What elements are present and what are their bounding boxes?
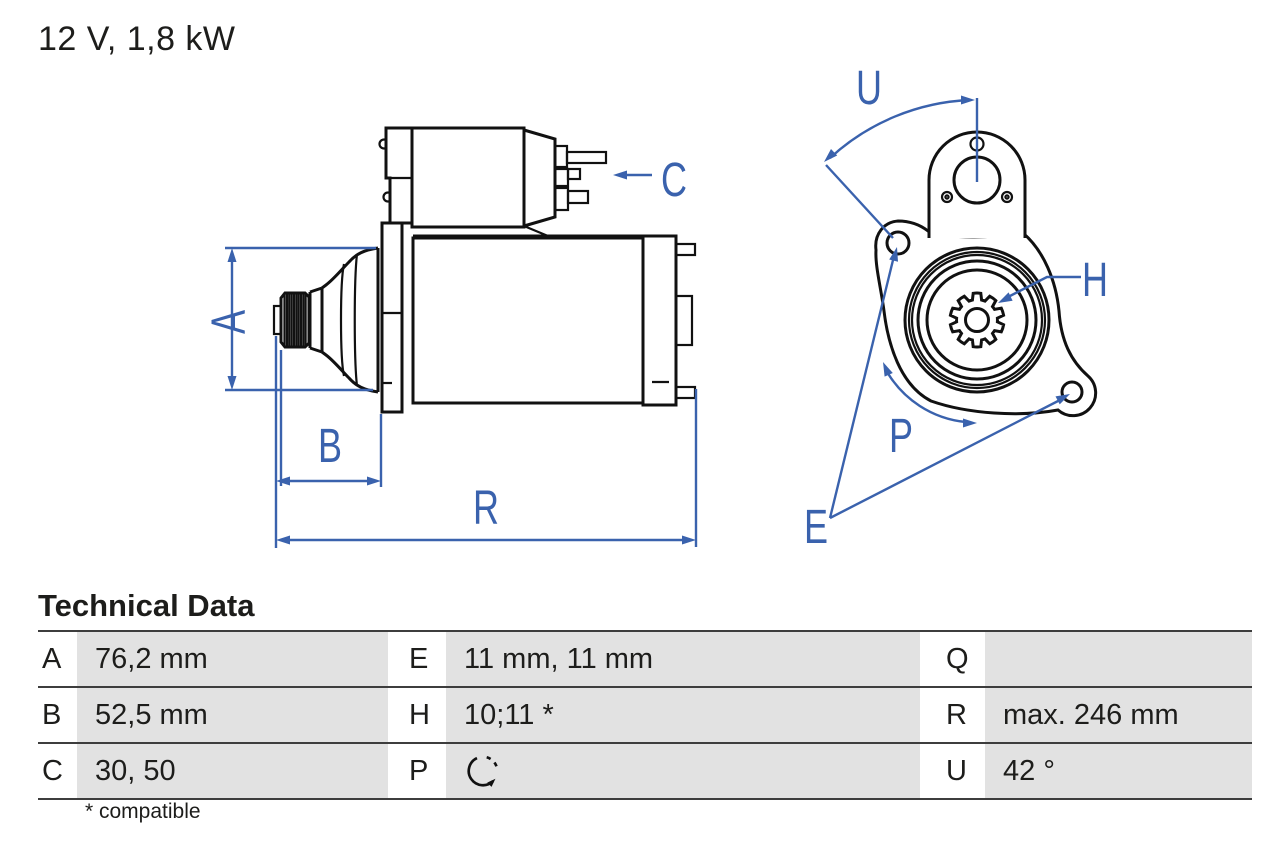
dimension-label-a: A: [201, 309, 255, 335]
collar-chamfer: [310, 348, 322, 352]
table-cell-key: A: [38, 632, 77, 686]
dimension-label-u: U: [856, 61, 882, 115]
endcap-block: [676, 296, 692, 345]
arrowhead: [276, 536, 290, 545]
pinion-gear-teeth: [285, 294, 306, 346]
arrowhead: [367, 477, 381, 486]
table-cell-key: C: [38, 744, 77, 798]
table-cell-value: 76,2 mm: [77, 632, 388, 686]
table-cell-value: 10;11 *: [446, 688, 920, 742]
side-view-dimensions: [201, 153, 696, 548]
technical-data-table: [38, 630, 1252, 800]
side-view: [274, 128, 695, 412]
solenoid-terminal: [555, 146, 567, 167]
dimension-label-p: P: [888, 409, 914, 463]
dimension-label-c: C: [661, 153, 687, 207]
solenoid-body: [412, 128, 524, 227]
table-row: [38, 744, 1252, 800]
table-cell-key: Q: [920, 632, 985, 686]
endcap-tab: [676, 387, 695, 398]
terminal-stud: [568, 191, 588, 203]
solenoid-terminal: [555, 188, 568, 210]
table-cell-value: 30, 50: [77, 744, 388, 798]
table-cell-value: max. 246 mm: [985, 688, 1252, 742]
table-row: [38, 632, 1252, 688]
rotation-direction-icon: [464, 752, 502, 790]
table-cell-value: 42 °: [985, 744, 1252, 798]
table-row: [38, 688, 1252, 744]
arrowhead: [883, 362, 893, 377]
dimension-label-r: R: [473, 481, 499, 535]
solenoid-terminal: [555, 169, 568, 186]
bell-contour: [355, 254, 357, 386]
motor-endcap: [643, 236, 676, 405]
angle-leg-line: [826, 165, 893, 238]
arrowhead: [613, 171, 627, 180]
arrowhead: [682, 536, 696, 545]
rotation-direction-cell: [446, 744, 920, 798]
terminal-stud: [568, 169, 580, 179]
table-cell-value: [985, 632, 1252, 686]
table-cell-key: R: [920, 688, 985, 742]
dimension-label-b: B: [317, 419, 343, 473]
product-spec-title: 12 V, 1,8 kW: [38, 20, 236, 58]
table-cell-key: U: [920, 744, 985, 798]
front-view: [876, 132, 1096, 416]
collar-chamfer: [310, 288, 322, 292]
arrowhead: [276, 477, 290, 486]
arrowhead: [961, 96, 975, 105]
dimension-label-h: H: [1082, 253, 1108, 307]
bell-bottom-edge: [322, 352, 378, 392]
bell-contour: [341, 264, 344, 376]
arrowhead: [228, 248, 237, 262]
motor-body: [413, 238, 643, 403]
table-heading: Technical Data: [38, 588, 255, 623]
arrowhead: [824, 149, 837, 162]
leader-line-e: [830, 256, 894, 518]
terminal-stud: [567, 152, 606, 163]
solenoid-endcap: [524, 130, 555, 226]
table-cell-key: P: [388, 744, 446, 798]
table-cell-key: B: [38, 688, 77, 742]
arrowhead: [963, 419, 977, 428]
table-cell-key: H: [388, 688, 446, 742]
dimension-label-e: E: [803, 500, 829, 554]
table-footnote: * compatible: [85, 800, 201, 823]
solenoid-bracket: [386, 128, 412, 223]
arrowhead: [228, 376, 237, 390]
table-cell-key: E: [388, 632, 446, 686]
bell-top-edge: [322, 248, 378, 288]
pinion-shaft-cap: [274, 306, 281, 334]
endcap-tab: [676, 244, 695, 255]
table-cell-value: 52,5 mm: [77, 688, 388, 742]
table-cell-value: 11 mm, 11 mm: [446, 632, 920, 686]
